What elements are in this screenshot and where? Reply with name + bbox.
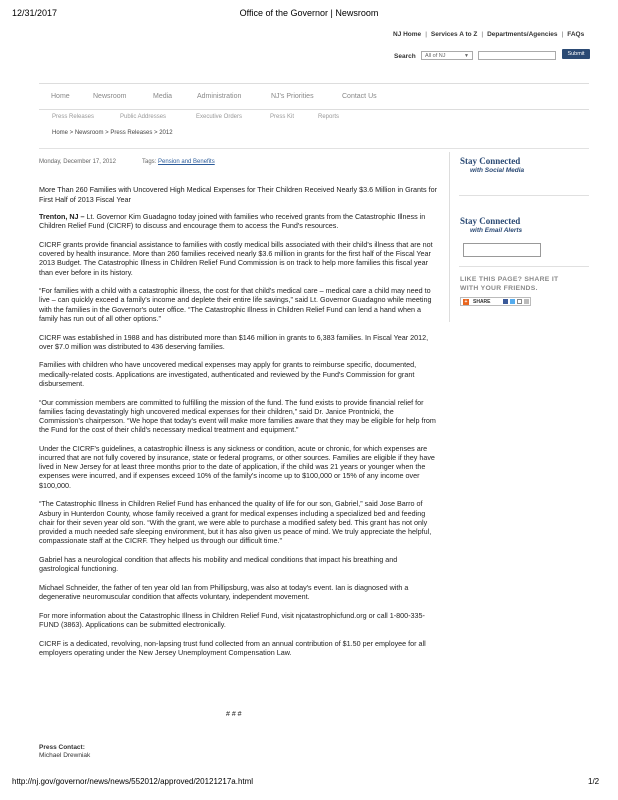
email-alerts-input[interactable] bbox=[463, 243, 541, 257]
print-date: 12/31/2017 bbox=[12, 8, 58, 18]
main-nav bbox=[39, 83, 589, 110]
subnav-reports[interactable]: Reports bbox=[318, 114, 340, 120]
search-label: Search bbox=[394, 53, 416, 60]
search-submit-button[interactable]: Submit bbox=[562, 49, 590, 59]
nav-njs-priorities[interactable]: NJ's Priorities bbox=[271, 93, 314, 100]
utility-links: NJ Home | Services A to Z | Departments/Agencies | FAQs bbox=[393, 31, 585, 38]
article-headline: More Than 260 Families with Uncovered High Medical Expenses for Their Children Received Nearly $3.6 Million in Grants for First Half of 2013 Fiscal Year bbox=[39, 185, 438, 204]
nav-home[interactable]: Home bbox=[51, 93, 70, 100]
article-paragraph: “Our commission members are committed to fulfilling the mission of the fund. The fund exists to provide financial relief for families facing devastatingly high uncovered medical expenses for their children,” said Dr. Janice Prontnicki, the Commission's chairperson. “We hope that today's event will make more families aware that they may be eligible for help from the Fund for the cost of their child's necessary medical treatment and equipment.” bbox=[39, 397, 436, 435]
subnav-press-releases[interactable]: Press Releases bbox=[52, 114, 95, 120]
article-body bbox=[39, 212, 439, 667]
stay-connected-email-title[interactable]: Stay Connected bbox=[460, 216, 521, 226]
article-paragraph: CICRF was established in 1988 and has distributed more than $146 million in grants to 6,383 families. In Fiscal Year 2012, over $7.0 million was distributed to 436 deserving families. bbox=[39, 332, 429, 351]
article-paragraph: For more information about the Catastrophic Illness in Children Relief Fund, visit njcatastrophicfund.org or call 1-800-335-FUND (3863). Applications can be submitted electronically. bbox=[39, 610, 425, 629]
share-heading-line-2: WITH YOUR FRIENDS. bbox=[460, 285, 538, 292]
print-page-title: Office of the Governor | Newsroom bbox=[239, 8, 379, 18]
nav-media[interactable]: Media bbox=[153, 93, 173, 100]
more-icon bbox=[524, 299, 529, 304]
article-paragraph: CICRF is a dedicated, revolving, non-lapsing trust fund collected from an annual contribution of $1.50 per employee for all employers operating under the New Jersey Unemployment Compensation Law. bbox=[39, 638, 426, 657]
share-heading-line-1: LIKE THIS PAGE? SHARE IT bbox=[460, 276, 559, 283]
article-paragraph: “The Catastrophic Illness in Children Relief Fund has enhanced the quality of life for our son, Gabriel,” said Jose Barro of Asbury in Hunterdon County, whose family received a grant for medical expenses including a specialized bed and feeding chair for their seven year old son. “With the grant, we were able to purchase a modified safety bed. This grant has not only provided a much needed safe sleeping environment, but it has also given us peace of mind. We truly appreciate the helpful, compassionate staff at the CICRF. They helped us through our difficult time.” bbox=[39, 499, 432, 546]
stay-connected-social-subtitle[interactable]: with Social Media bbox=[470, 167, 525, 174]
article-dateline: Trenton, NJ – bbox=[39, 212, 85, 221]
search-scope-value: All of NJ bbox=[425, 53, 446, 59]
article-paragraph: Michael Schneider, the father of ten year old Ian from Phillipsburg, was also at today's event. Ian is diagnosed with a degenerative neuromuscular condition that affects voluntary, independent movement. bbox=[39, 582, 409, 601]
facebook-icon bbox=[503, 299, 508, 304]
share-button[interactable] bbox=[460, 297, 531, 306]
share-plus-icon: + bbox=[464, 299, 468, 305]
article-tags bbox=[142, 159, 215, 165]
twitter-icon bbox=[510, 299, 515, 304]
stay-connected-email-subtitle[interactable]: with Email Alerts bbox=[470, 227, 523, 234]
subnav-executive-orders[interactable]: Executive Orders bbox=[196, 114, 243, 120]
press-contact-label: Press Contact: bbox=[39, 744, 85, 751]
article-date: Monday, December 17, 2012 bbox=[39, 159, 116, 165]
chevron-down-icon: ▼ bbox=[464, 53, 469, 59]
article-paragraph: Families with children who have uncovered medical expenses may apply for grants to reimburse specific, documented, medically-related costs. Applications are investigated, authenticated and reviewed by the Fund's Commission for grant disbursement. bbox=[39, 360, 417, 388]
press-contact-name: Michael Drewniak bbox=[39, 752, 91, 759]
nav-newsroom[interactable]: Newsroom bbox=[93, 93, 127, 100]
sidebar-separator bbox=[459, 195, 589, 196]
email-icon bbox=[517, 299, 522, 304]
article-lead bbox=[39, 212, 439, 230]
article-paragraph: Under the CICRF's guidelines, a catastrophic illness is any sickness or condition, acute or chronic, for which expenses are incurred that are not fully covered by insurance, state or federal programs, or other sources. Families are eligible if they have lived in New Jersey for at least three months prior to the date of application, if the child was 21 years or younger when the expenses were incurred, and if expenses exceed 10% of the family's income up to $100,000 or 15% of any income over $100,000. bbox=[39, 443, 435, 490]
article-paragraph: Gabriel has a neurological condition that affects his mobility and medical conditions that impact his breathing and gastrological functioning. bbox=[39, 554, 398, 574]
tags-label: Tags: bbox=[142, 159, 157, 165]
print-page-number: 1/2 bbox=[588, 777, 600, 786]
share-label: SHARE bbox=[473, 299, 491, 305]
sidebar-separator bbox=[459, 266, 589, 267]
sidebar-divider bbox=[449, 152, 450, 322]
search-input[interactable] bbox=[478, 51, 556, 60]
subnav-public-addresses[interactable]: Public Addresses bbox=[120, 114, 167, 120]
print-url: http://nj.gov/governor/news/news/552012/approved/20121217a.html bbox=[12, 777, 254, 786]
services-a-to-z-link[interactable]: Services A to Z bbox=[430, 31, 478, 38]
article-paragraph: CICRF grants provide financial assistance to families with costly medical bills associated with their child's illness that are not covered by health insurance. More than 260 families received nearly $3.6 million in grants for the first half of the Fiscal Year 2013 Budget. The Catastrophic Illness in Children Relief Fund Commission is on track to help more families this fiscal year than ever before in its history. bbox=[39, 239, 433, 277]
nj-home-link[interactable]: NJ Home bbox=[393, 31, 422, 38]
subnav-press-kit[interactable]: Press Kit bbox=[270, 114, 295, 120]
nav-administration[interactable]: Administration bbox=[197, 93, 242, 100]
tag-link-pension-and-benefits[interactable]: Pension and Benefits bbox=[158, 159, 215, 165]
breadcrumb[interactable]: Home > Newsroom > Press Releases > 2012 bbox=[52, 130, 173, 136]
end-mark: # # # bbox=[226, 711, 242, 718]
departments-agencies-link[interactable]: Departments/Agencies bbox=[487, 31, 558, 38]
share-heading bbox=[460, 275, 558, 293]
stay-connected-social-title[interactable]: Stay Connected bbox=[460, 156, 521, 166]
faqs-link[interactable]: FAQs bbox=[567, 31, 585, 38]
search-scope-select[interactable] bbox=[421, 51, 473, 60]
article-paragraph: “For families with a child with a catastrophic illness, the cost for that child's medical care – medical care a child may need to live – can quickly exceed a family's income and deplete their entire life savings,” said Lt. Governor Guadagno while meeting with the families in the Governor's outer office. “The Catastrophic Illness in Children Relief Fund can lend a hand when a family has run out of all other options.” bbox=[39, 286, 432, 323]
nav-contact-us[interactable]: Contact Us bbox=[342, 93, 377, 100]
divider bbox=[39, 148, 589, 149]
article-lead-text: Lt. Governor Kim Guadagno today joined with families who received grants from the Catastrophic Illness in Children Relief Fund (CICRF) to discuss and encourage them to access the Fund's resources. bbox=[39, 212, 426, 231]
